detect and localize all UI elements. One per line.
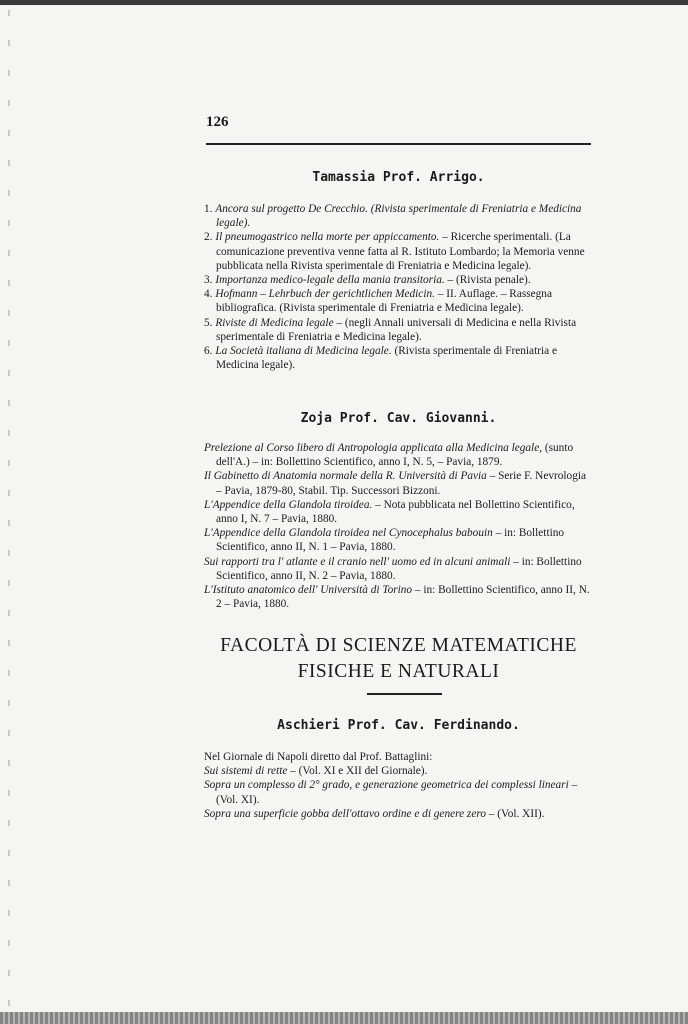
publication-item: 4. Hofmann – Lehrbuch der gerichtlichen Medicin. – II. Auflage. – Rassegna bibliografica. (Rivista sperimentale di Freniatria e Medicina legale).: [204, 288, 552, 315]
publication-item: L'Appendice della Glandola tiroidea nel Cynocephalus babouin – in: Bollettino Scientifico, anno II, N. 1 – Pavia, 1880.: [204, 527, 565, 554]
faculty-title: [206, 633, 591, 685]
publication-item: 5. Riviste di Medicina legale – (negli Annali universali di Medicina e nella Rivista sperimentale di Freniatria e Medicina legale).: [204, 316, 577, 343]
publication-item: Sui rapporti tra l' atlante e il cranio nell' uomo ed in alcuni animali – in: Bollettino Scientifico, anno II, N. 2 – Pavia, 1880.: [204, 555, 582, 582]
publication-list-zoja: [204, 441, 594, 611]
faculty-title-line1: FACOLTÀ DI SCIENZE MATEMATICHE: [220, 635, 577, 656]
publication-item: 6. La Società italiana di Medicina legale. (Rivista sperimentale di Freniatria e Medicina legale).: [204, 345, 557, 372]
scan-bottom-edge: [0, 1012, 688, 1024]
intro-line: Nel Giornale di Napoli diretto dal Prof. Battaglini:: [204, 751, 433, 763]
publication-list-tamassia: [204, 202, 594, 372]
publication-item: L'Istituto anatomico dell' Università di Torino – in: Bollettino Scientifico, anno II, N. 2 – Pavia, 1880.: [204, 584, 590, 611]
publication-item: 1. Ancora sul progetto De Crecchio. (Rivista sperimentale di Freniatria e Medicina legale).: [204, 203, 582, 230]
publication-list-aschieri: [204, 750, 594, 821]
publication-item: Prelezione al Corso libero di Antropologia applicata alla Medicina legale, (sunto dell'A.) – in: Bollettino Scientifico, anno I, N. 5, – Pavia, 1879.: [204, 442, 574, 469]
faculty-rule: [367, 693, 442, 695]
header-rule: [206, 143, 591, 145]
faculty-title-line2: FISICHE E NATURALI: [297, 661, 500, 682]
scan-left-edge: [8, 10, 10, 1010]
publication-item: Sopra un complesso di 2° grado, e generazione geometrica dei complessi lineari – (Vol. XI).: [204, 779, 578, 806]
publication-item: 3. Importanza medico-legale della mania transitoria. – (Rivista penale).: [204, 274, 531, 287]
author-heading-aschieri: Aschieri Prof. Cav. Ferdinando.: [277, 718, 520, 733]
publication-item: Il Gabinetto di Anatomia normale della R. Università di Pavia – Serie F. Nevrologia – Pavia, 1879-80, Stabil. Tip. Successori Bizzoni.: [204, 470, 586, 497]
publication-item: 2. Il pneumogastrico nella morte per appiccamento. – Ricerche sperimentali. (La comunicazione preventiva venne fatta al R. Istituto Lombardo; la Memoria venne pubblicata nella Rivista sperimentale di Freniatria e Medicina legale).: [204, 231, 585, 272]
author-heading-tamassia: Tamassia Prof. Arrigo.: [312, 170, 485, 185]
publication-item: Sopra una superficie gobba dell'ottavo ordine e di genere zero – (Vol. XII).: [204, 807, 545, 820]
scan-top-edge: [0, 0, 688, 5]
publication-item: Sui sistemi di rette – (Vol. XI e XII del Giornale).: [204, 765, 428, 778]
page-number: 126: [206, 114, 229, 130]
author-heading-zoja: Zoja Prof. Cav. Giovanni.: [300, 411, 497, 426]
publication-item: L'Appendice della Glandola tiroidea. – Nota pubblicata nel Bollettino Scientifico, anno I, N. 7 – Pavia, 1880.: [204, 498, 575, 526]
